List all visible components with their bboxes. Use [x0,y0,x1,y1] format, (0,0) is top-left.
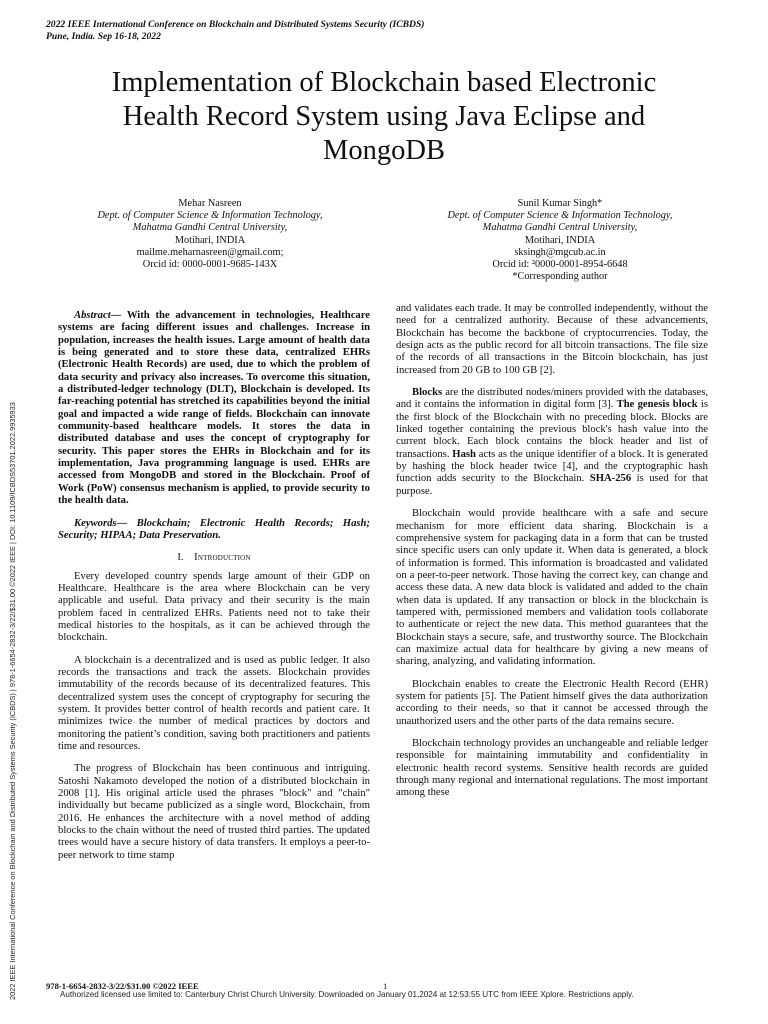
section-heading-introduction [58,552,370,564]
author-block-1 [45,198,375,271]
page-number: 1 [383,981,388,991]
corresponding-author-note: *Corresponding author [512,271,608,283]
doi-sidebar: 2022 IEEE International Conference on Blockchain and Distributed Systems Security (ICBDS) | 978-1-6654-2832-3/22/$31.00 ©2022 IEEE | DOI: 10.1109/ICBDS53701.2022.9935933 [8,402,17,1000]
author-block-2 [395,198,725,283]
abstract [58,310,370,508]
author-city: Motihari, INDIA [174,234,246,246]
author-name: Mehar Nasreen [178,198,242,209]
paragraph: A blockchain is a decentralized and is used as public ledger. It also records the transactions and track the assets. Blockchain provides immutability of the records because of its decentralized features. This decentralized system uses the concept of cryptography for securing the system. It provides better control of health records and patient care. It minimizes twice the number of medical practices by doctors and monitoring the patient’s condition, saving both practitioners and patients time and resources. [58,654,370,752]
paper-title [60,66,708,168]
author-email[interactable]: sksingh@mgcub.ac.in [514,246,606,258]
paragraph: Blockchain technology provides an unchangeable and reliable ledger responsible for maintaining immutability and confidentiality in electronic health record systems. Sensitive health records are guided through many regional and international regulations. The most important among these [396,738,708,799]
left-column [58,310,370,872]
paragraph: and validates each trade. It may be controlled independently, without the need for a centralized authority. Because of these advancements, Blockchain has become the backbone of cryptocurrencies. Today, the design acts as the public record for all bitcoin transactions. The file size of the records of all transactions in the Bitcoin blockchain, has just increased from 20 GB to 100 GB [2]. [396,303,708,376]
paragraph: Blockchain enables to create the Electronic Health Record (EHR) system for patients [5]. The Patient himself gives the data authorization according to their needs, so that it cannot be accessed through the unauthorized users and the other parts of the data remains secure. [396,678,708,727]
author-dept: Dept. of Computer Science & Information Technology, [97,210,323,222]
term-blocks: Blocks [412,387,443,399]
right-column [396,303,708,810]
author-city: Motihari, INDIA [524,234,596,246]
author-orcid: Orcid id: 0000-0001-9685-143X [142,259,278,271]
paragraph-blocks [396,387,708,498]
section-number: I. [177,552,184,564]
author-university: Mahatma Gandhi Central University, [132,222,288,234]
paragraph: Every developed country spends large amount of their GDP on Healthcare. Healthcare is the area where Blockchain can be very applicable and useful. Data privacy and their security is the main problem faced in centralized EHRs. Patients need not to take their medical histories to the hospitals, as it can be achieved through the blockchain. [58,570,370,644]
paragraph: The progress of Blockchain has been continuous and intriguing. Satoshi Nakamoto developed the notion of a distributed blockchain in 2008 [1]. His original article used the phrases "block" and "chain" individually but became publicized as a single word, Blockchain, from 2016. He enhances the architecture with a novel method of adding blocks to the chain without the need of trusted third parties. The updated trees would have a secure history of data transfers. It employs a peer-to-peer network to time stamp [58,763,370,861]
title-line-3: MongoDB [323,135,445,166]
author-dept: Dept. of Computer Science & Information Technology, [447,210,673,222]
title-line-2: Health Record System using Java Eclipse and [122,101,646,132]
author-name: Sunil Kumar Singh* [517,198,603,209]
section-title: Introduction [194,552,251,564]
author-email[interactable]: mailme.meharnasreen@gmail.com; [136,246,284,258]
abstract-text: With the advancement in technologies, Healthcare systems are facing different issues and challenges. Increase in population, increases the health issues. Large amount of health data is being generated and to store these data, centralized EHRs (Electronic Health Records) are used, due to which the problem of data security and privacy also increases. To overcome this situation, a distributed-ledger technology (DLT), Blockchain is developed. Its far-reaching potential has stretched its capabilities beyond the initial goal and impacted a wide range of fields. Blockchain can innovate community-based healthcare models. It stores the data in distributed database and uses the concept of cryptography for security. This paper stores the EHRs in Blockchain and for its implementation, Java programming language is used. EHRs are accessed from MongoDB and stored in the Blockchain. Proof of Work (PoW) consensus mechanism is applied, to provide security to the health data. [58,310,370,507]
text-run: is used for that purpose. [396,473,708,497]
conference-location: Pune, India. Sep 16-18, 2022 [46,31,161,42]
authorized-use-notice: Authorized licensed use limited to: Canterbury Christ Church University. Downloaded on January 01,2024 at 12:53:55 UTC from IEEE Xplore. Restrictions apply. [60,990,634,999]
paragraph: Blockchain would provide healthcare with a safe and secure mechanism for more efficient data sharing. Blockchain is a comprehensive system for packaging data in a form that can be trusted since specific users can only update it. When data is generated, a block of information is formed. This information is broadcasted and validated on a peer-to-peer network. Those having the correct key, can change and access these data. A new data block is validated and added to the chain when data is updated. If any transaction or block in the blockchain is tampered with, permissioned members and validation tools collaborate to authenticate or reject the new data. This method guarantees that the Blockchain stays a secure, safe, and trustworthy source. The Blockchain can maximize actual data for healthcare by giving a new means of sharing, analyzing, and validating information. [396,508,708,668]
footer-isbn: 978-1-6654-2832-3/22/$31.00 ©2022 IEEE [46,981,199,991]
term-hash: Hash [452,448,476,460]
conference-header [46,19,424,43]
text-run: is the first block of the Blockchain with no preceding block. Blocks are linked together containing the previous block's hash value into the current block. Each block contains the block header and list of transactions. [396,399,708,460]
term-genesis-block: The genesis block [616,399,698,411]
conference-name: 2022 IEEE International Conference on Blockchain and Distributed Systems Security (ICBDS) [46,19,425,30]
abstract-lead: Abstract— [74,310,122,321]
title-line-1: Implementation of Blockchain based Electronic [111,67,657,98]
keywords: Keywords— Blockchain; Electronic Health Records; Hash; Security; HIPAA; Data Preservation. [58,517,370,541]
text-run: are the distributed nodes/miners provided with the databases, and it contains the information in digital form [3]. [396,387,708,411]
text-run: acts as the unique identifier of a block. It is generated by hashing the block header twice [4], and the cryptographic hash function adds security to the Blockchain. [396,448,708,485]
author-orcid: Orcid id: ²0000-0001-8954-6648 [492,259,628,271]
author-university: Mahatma Gandhi Central University, [482,222,638,234]
term-sha256: SHA-256 [589,473,632,485]
